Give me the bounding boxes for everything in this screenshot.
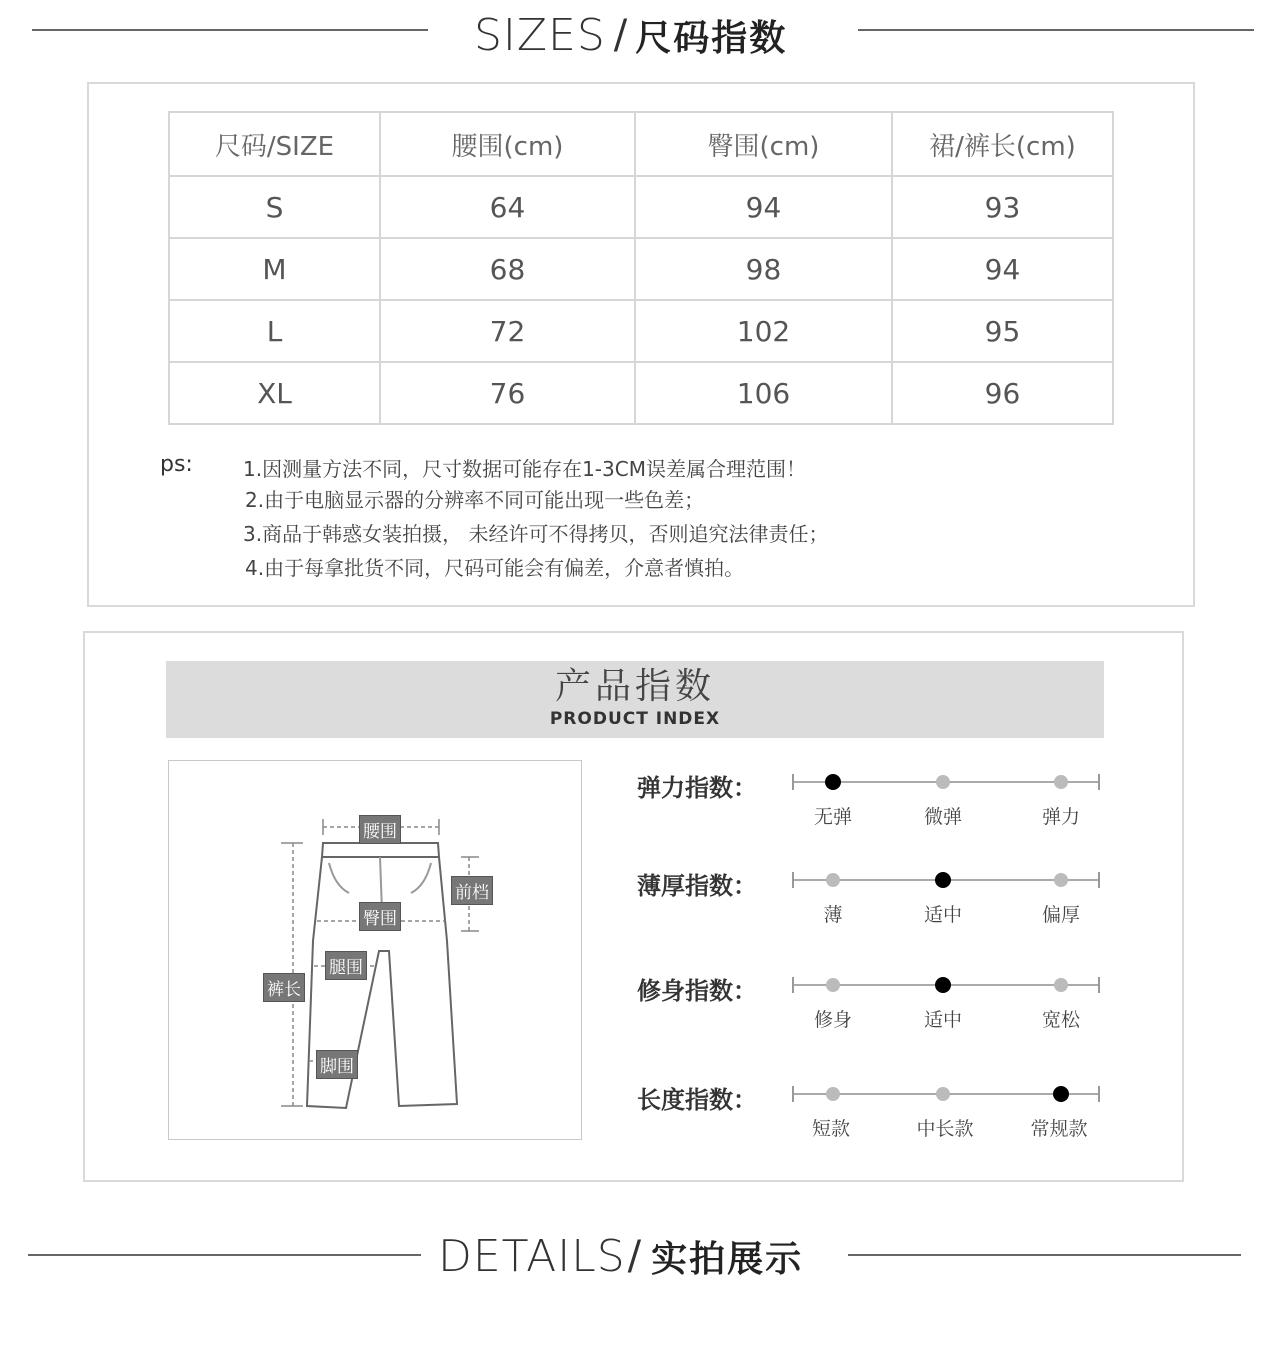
index-option: 短款	[811, 1118, 850, 1140]
index-option: 宽松	[1041, 1009, 1080, 1031]
index-dot-selected	[935, 872, 951, 888]
track-end-left	[792, 1086, 794, 1102]
details-title-en: DETAILS	[438, 1230, 626, 1282]
size-table	[168, 111, 1114, 425]
details-title	[438, 1226, 803, 1286]
sizes-section-header	[0, 5, 1280, 65]
index-option: 适中	[923, 904, 962, 926]
sizes-title-en: SIZES	[474, 9, 606, 61]
cell-hip: 106	[635, 362, 892, 424]
header-size: 尺码/SIZE	[169, 112, 380, 176]
index-dot-selected	[935, 977, 951, 993]
header-length: 裙/裤长(cm)	[892, 112, 1113, 176]
label-thigh: 腿围	[325, 951, 367, 980]
cell-length: 96	[892, 362, 1113, 424]
cell-size: S	[169, 176, 380, 238]
cell-waist: 76	[380, 362, 635, 424]
index-dot-selected	[825, 774, 841, 790]
label-front-rise: 前档	[451, 876, 493, 905]
table-header-row	[169, 112, 1113, 176]
track-end-right	[1098, 977, 1100, 993]
pants-diagram-frame	[168, 760, 582, 1140]
divider-right	[848, 1254, 1241, 1256]
details-title-slash: /	[627, 1233, 642, 1279]
index-dot	[936, 775, 950, 789]
note-item: 4.由于每拿批货不同，尺码可能会有偏差，介意者慎拍。	[245, 556, 745, 580]
cell-size: XL	[169, 362, 380, 424]
details-section-header	[0, 1226, 1280, 1286]
track-end-right	[1098, 872, 1100, 888]
index-label: 修身指数：	[637, 977, 757, 1005]
index-label: 弹力指数：	[637, 774, 757, 802]
table-row	[169, 362, 1113, 424]
sizes-title-slash: /	[613, 12, 628, 58]
index-dot-selected	[1053, 1086, 1069, 1102]
details-title-cn: 实拍展示	[651, 1238, 804, 1280]
index-dot	[1054, 775, 1068, 789]
index-label: 长度指数：	[637, 1086, 757, 1114]
product-index-banner	[166, 661, 1104, 738]
index-option: 修身	[813, 1009, 852, 1031]
index-dot	[826, 1087, 840, 1101]
header-waist: 腰围(cm)	[380, 112, 635, 176]
cell-size: M	[169, 238, 380, 300]
index-option: 偏厚	[1041, 904, 1080, 926]
track-end-left	[792, 872, 794, 888]
track-end-right	[1098, 774, 1100, 790]
cell-hip: 94	[635, 176, 892, 238]
index-dot	[936, 1087, 950, 1101]
index-option: 常规款	[1030, 1118, 1088, 1140]
cell-length: 93	[892, 176, 1113, 238]
table-row	[169, 176, 1113, 238]
divider-right	[858, 29, 1254, 31]
sizes-title-cn: 尺码指数	[635, 17, 788, 59]
divider-left	[28, 1254, 421, 1256]
track-end-left	[792, 774, 794, 790]
index-option: 适中	[923, 1009, 962, 1031]
cell-waist: 72	[380, 300, 635, 362]
index-option: 弹力	[1041, 806, 1080, 828]
table-row	[169, 300, 1113, 362]
cell-hip: 102	[635, 300, 892, 362]
label-hem: 脚围	[316, 1050, 358, 1079]
header-hip: 臀围(cm)	[635, 112, 892, 176]
cell-waist: 68	[380, 238, 635, 300]
index-option: 薄	[823, 904, 843, 926]
note-item: 1.因测量方法不同，尺寸数据可能存在1-3CM误差属合理范围！	[243, 457, 806, 481]
index-option: 无弹	[813, 806, 852, 828]
notes-prefix: ps:	[160, 452, 193, 477]
index-dot	[826, 978, 840, 992]
track-end-left	[792, 977, 794, 993]
table-row	[169, 238, 1113, 300]
label-length: 裤长	[263, 973, 305, 1002]
product-index-title: 产品指数	[554, 666, 715, 707]
label-hip: 臀围	[359, 902, 401, 931]
note-item: 3.商品于韩惑女装拍摄， 未经许可不得拷贝，否则追究法律责任；	[243, 522, 829, 546]
index-dot	[826, 873, 840, 887]
index-dot	[1054, 978, 1068, 992]
index-dot	[1054, 873, 1068, 887]
product-index-subtitle: PRODUCT INDEX	[549, 709, 721, 729]
cell-length: 94	[892, 238, 1113, 300]
cell-hip: 98	[635, 238, 892, 300]
divider-left	[32, 29, 428, 31]
index-label: 薄厚指数：	[637, 872, 757, 900]
track-end-right	[1098, 1086, 1100, 1102]
index-option: 中长款	[916, 1118, 974, 1140]
cell-size: L	[169, 300, 380, 362]
cell-length: 95	[892, 300, 1113, 362]
sizes-title	[474, 5, 787, 65]
index-option: 微弹	[923, 806, 962, 828]
note-item: 2.由于电脑显示器的分辨率不同可能出现一些色差；	[245, 488, 705, 512]
cell-waist: 64	[380, 176, 635, 238]
label-waist: 腰围	[359, 815, 401, 844]
